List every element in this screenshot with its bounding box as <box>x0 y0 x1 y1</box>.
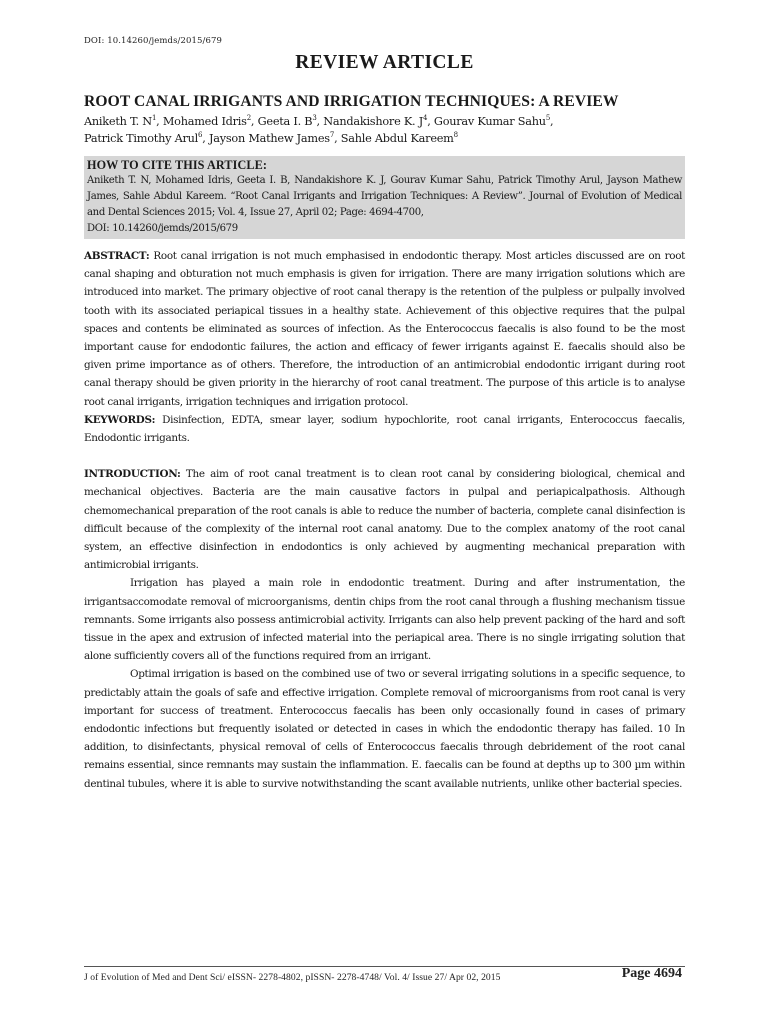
author-affiliation-mark: 4 <box>423 114 428 123</box>
page-number: Page 4694 <box>621 966 682 981</box>
article-title: ROOT CANAL IRRIGANTS AND IRRIGATION TECHNIQUES: A REVIEW <box>84 93 619 110</box>
citation-text <box>87 173 682 237</box>
how-to-cite-box <box>84 156 685 239</box>
citation-body: Aniketh T. N, Mohamed Idris, Geeta I. B, Nandakishore K. J, Gourav Kumar Sahu, Patrick Timothy Arul, Jayson Mathew James, Sahle Abdul Kareem. “Root Canal Irrigants and Irrigation Techniques: A Review”. Journal of Evolution of Medical and Dental Sciences 2015; Vol. 4, Issue 27, April 02; Page: 4694-4700, <box>87 175 682 218</box>
keywords-text: Disinfection, EDTA, smear layer, sodium hypochlorite, root canal irrigants, Enterococcus faecalis, Endodontic irrigants. <box>84 413 686 445</box>
abstract-text: Root canal irrigation is not much emphasised in endodontic therapy. Most articles discussed are on root canal shaping and obturation not much emphasis is given for irrigation. There are many irrigation solutions which are introduced into market. The primary objective of root canal therapy is the retention of the pulpless or pulpally involved tooth with its associated periapical tissues in a healthy state. Achievement of this objective requires that the pulpal spaces and contents be eliminated as sources of infection. As the Enterococcus faecalis is also found to be the most important cause for endodontic failures, the action and efficacy of fewer irrigants against E. faecalis should also be given prime importance as of others. Therefore, the introduction of an antimicrobial endodontic irrigant during root canal therapy should be given priority in the hierarchy of root canal treatment. The purpose of this article is to analyse root canal irrigants, irrigation techniques and irrigation protocol. <box>84 250 686 408</box>
author-name: Gourav Kumar Sahu <box>433 115 546 128</box>
author-list: Aniketh T. $N^1$, Mohamed Idris$^2$, Geeta I. $B^3$, Nandakishore K. $J^4$, Gourav Kumar Sahu$^5$, Patrick Timothy Arul$^6$, Jayson Mathew James$^7$, Sahle Abdul Kareem$^8$ <box>84 114 554 145</box>
author-affiliation-mark: 7 <box>329 131 335 140</box>
author-name: Nandakishore K. J <box>323 115 424 128</box>
footer-citation: J of Evolution of Med and Dent Sci/ eISSN- 2278-4802, pISSN- 2278-4748/ Vol. 4/ Issue 27/ Apr 02, 2015 <box>84 972 501 983</box>
author-name: Mohamed Idris <box>162 115 247 128</box>
author-name: Sahle Abdul Kareem <box>340 132 454 145</box>
author-affiliation-mark: 3 <box>312 114 317 123</box>
article-type-heading: REVIEW ARTICLE <box>295 52 474 73</box>
introduction-text: The aim of root canal treatment is to clean root canal by considering biological, chemical and mechanical objectives. Bacteria are the main causative factors in pulpal and periapicalpathosis. Although chemomechanical preparation of the root canals is able to reduce the number of bacteria, complete canal disinfection is difficult because of the complexity of the internal root canal anatomy. Due to the complex anatomy of the root canal system, an effective disinfection in endodontics is only achieved by augmenting mechanical preparation with antimicrobial irrigants. <box>84 468 685 572</box>
how-to-cite-heading: HOW TO CITE THIS ARTICLE: <box>87 158 267 172</box>
author-affiliation-mark: 1 <box>151 114 157 123</box>
article-body <box>84 247 685 793</box>
author-name: Aniketh T. N <box>84 115 152 128</box>
author-affiliation-mark: 5 <box>545 114 551 123</box>
keywords-paragraph <box>84 411 685 447</box>
footer-rule <box>84 966 685 967</box>
introduction-label: INTRODUCTION: <box>84 468 181 481</box>
keywords-label: KEYWORDS: <box>84 413 156 426</box>
introduction-paragraph-2: Irrigation has played a main role in endodontic treatment. During and after instrumentation, the irrigantsaccomodate removal of microorganisms, dentin chips from the root canal through a flushing mechanism tissue remnants. Some irrigants also possess antimicrobial activity. Irrigants can also help prevent packing of the hard and soft tissue in the apex and extrusion of infected material into the periapical area. There is no single irrigating solution that alone sufficiently covers all of the functions required from an irrigant. <box>84 577 685 663</box>
citation-doi: DOI: 10.14260/jemds/2015/679 <box>87 223 238 234</box>
author-affiliation-mark: 2 <box>246 114 251 123</box>
abstract-paragraph <box>84 247 685 411</box>
author-name: Patrick Timothy Arul <box>84 132 199 145</box>
section-gap <box>84 447 685 465</box>
author-name: Jayson Mathew James <box>208 132 330 145</box>
introduction-paragraph <box>84 465 685 574</box>
introduction-paragraph-3: Optimal irrigation is based on the combined use of two or several irrigating solutions in a specific sequence, to predictably attain the goals of safe and effective irrigation. Complete removal of microorganisms from root canal is very important for success of treatment. Enterococcus faecalis has been only occasionally found in cases of primary endodontic infections but frequently isolated or detected in cases in which the endodontic therapy has failed. 10 In addition, to disinfectants, physical removal of cells of Enterococcus faecalis through debridement of the root canal remains essential, since remnants may sustain the inflammation. E. faecalis can be found at depths up to 300 µm within dentinal tubules, where it is able to survive notwithstanding the scant available nutrients, unlike other bacterial species. <box>84 668 685 790</box>
author-affiliation-mark: 6 <box>198 131 203 140</box>
doi-header: DOI: 10.14260/jemds/2015/679 <box>84 36 223 46</box>
abstract-label: ABSTRACT: <box>84 250 150 262</box>
author-affiliation-mark: 8 <box>453 131 458 140</box>
author-name: Geeta I. B <box>257 115 313 128</box>
